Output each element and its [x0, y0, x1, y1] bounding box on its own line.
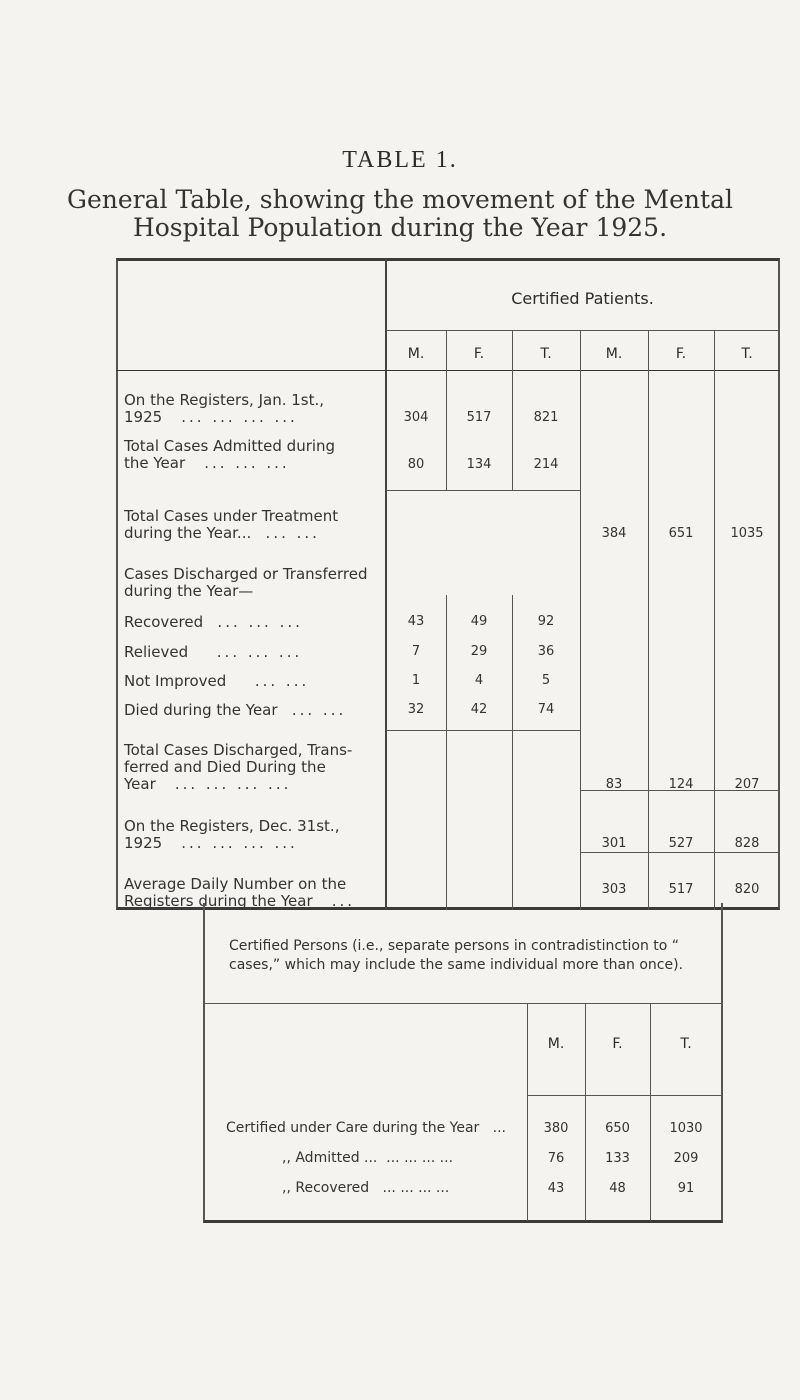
- cell: 4: [474, 673, 484, 688]
- rule: [386, 490, 581, 491]
- cell: 304: [403, 410, 429, 425]
- cell: 134: [466, 457, 492, 472]
- cell: 49: [470, 614, 488, 629]
- cell: 36: [537, 644, 555, 659]
- col-divider: [580, 330, 581, 910]
- cell: 80: [407, 457, 425, 472]
- cell: 1035: [730, 526, 764, 541]
- col-header-t: T.: [741, 346, 753, 362]
- cell: 517: [466, 410, 492, 425]
- row-label-admitted: Total Cases Admitted during the Year ... ... ...: [124, 437, 336, 472]
- cell: 7: [411, 644, 421, 659]
- cell: 74: [537, 702, 555, 717]
- cell: 1: [411, 673, 421, 688]
- row-label-total-discharged: Total Cases Discharged, Trans- ferred and Died During the Year ... ... ... ...: [124, 741, 353, 793]
- row-label-relieved: Relieved ... ... ...: [124, 643, 303, 661]
- rule: [386, 730, 581, 731]
- col-divider: [446, 730, 447, 910]
- cell: 828: [734, 836, 760, 851]
- cell: 42: [470, 702, 488, 717]
- sec-row-label: ,, Recovered ... ... ... ...: [282, 1180, 450, 1196]
- cell: 124: [668, 777, 694, 792]
- row-label-died: Died during the Year ... ...: [124, 701, 347, 719]
- col-header-t: T.: [540, 346, 552, 362]
- cell: 821: [533, 410, 559, 425]
- row-label-registers-dec: On the Registers, Dec. 31st., 1925 ... ... ... ...: [124, 817, 340, 852]
- cell: 650: [605, 1121, 630, 1136]
- col-divider: [714, 330, 715, 910]
- cell: 5: [541, 673, 551, 688]
- row-label-not-improved: Not Improved ... ...: [124, 672, 310, 690]
- cell: 133: [605, 1151, 630, 1166]
- row-label-discharged-heading: Cases Discharged or Transferred during the Year—: [124, 565, 368, 600]
- cell: 209: [673, 1151, 699, 1166]
- cell: 384: [601, 526, 627, 541]
- col-header-f: F.: [473, 346, 485, 362]
- cell: 92: [537, 614, 555, 629]
- col-header-m: M.: [605, 346, 623, 362]
- table-subtitle: General Table, showing the movement of the Mental Hospital Population during the Year 1925.: [67, 185, 733, 242]
- rule: [204, 1003, 722, 1004]
- cell: 380: [543, 1121, 569, 1136]
- row-label-registers-jan: On the Registers, Jan. 1st., 1925 ... ... ... ...: [124, 391, 325, 426]
- col-header-f: F.: [675, 346, 687, 362]
- cell: 303: [601, 882, 627, 897]
- sec-row-label: Certified under Care during the Year ...: [226, 1120, 507, 1136]
- certified-patients-header: Certified Patients.: [511, 289, 654, 308]
- sec-row-label: ,, Admitted ... ... ... ... ...: [282, 1150, 454, 1166]
- cell: 214: [533, 457, 559, 472]
- col-header-m: M.: [407, 346, 425, 362]
- cell: 83: [605, 777, 623, 792]
- cell: 29: [470, 644, 488, 659]
- cell: 820: [734, 882, 760, 897]
- cell: 207: [734, 777, 760, 792]
- col-divider: [512, 730, 513, 910]
- column-header-rule: [116, 370, 780, 371]
- table-title: TABLE 1.: [342, 147, 458, 173]
- rule: [527, 1095, 722, 1096]
- cell: 43: [407, 614, 425, 629]
- sec-col-header-m: M.: [547, 1036, 565, 1052]
- row-label-average-daily: Average Daily Number on the Registers during the Year ...: [124, 875, 356, 910]
- row-label-under-treatment: Total Cases under Treatment during the Year... ... ...: [124, 507, 339, 542]
- cell: 527: [668, 836, 694, 851]
- sec-col-header-f: F.: [612, 1036, 623, 1052]
- cell: 517: [668, 882, 694, 897]
- cell: 32: [407, 702, 425, 717]
- col-divider: [648, 330, 649, 910]
- certified-persons-caption: Certified Persons (i.e., separate persons in contradistinction to “ cases,” which may include the same individual more than once).: [229, 938, 684, 973]
- sec-col-header-t: T.: [680, 1036, 692, 1052]
- row-label-recovered: Recovered ... ... ...: [124, 613, 303, 631]
- cell: 301: [601, 836, 627, 851]
- cell: 651: [668, 526, 694, 541]
- cell: 91: [677, 1181, 695, 1196]
- cell: 76: [547, 1151, 565, 1166]
- cell: 1030: [669, 1121, 703, 1136]
- cell: 43: [547, 1181, 565, 1196]
- cell: 48: [609, 1181, 626, 1196]
- rule: [580, 852, 780, 853]
